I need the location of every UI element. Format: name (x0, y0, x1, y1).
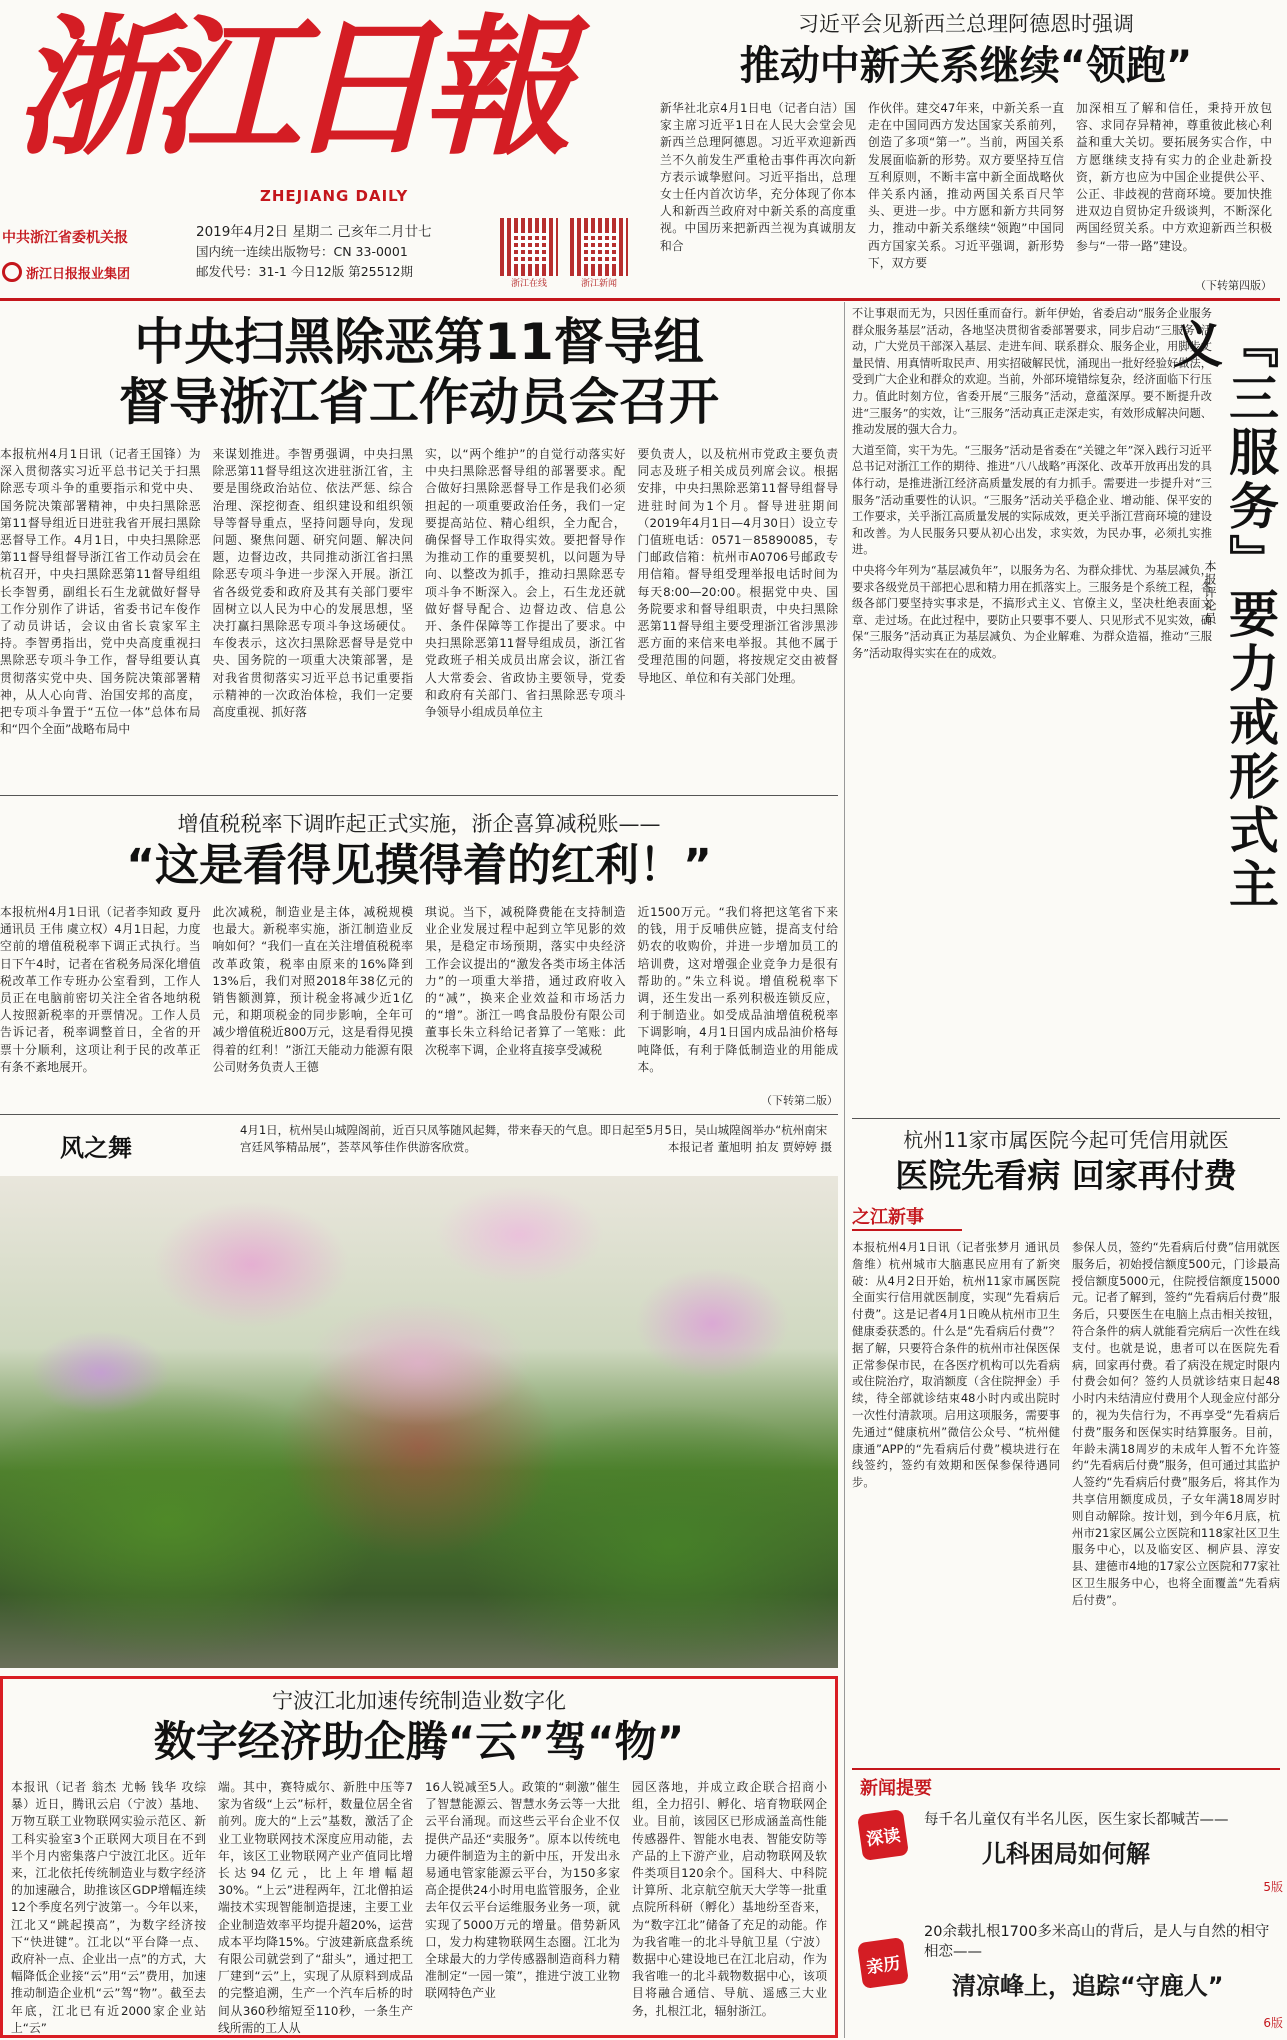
story3-col: 本报讯（记者 翁杰 尤畅 钱华 攻综暴）近日，腾讯云启（宁波）基地、万物互联工业物联网实验示范区、新工科实验室3个正联网大项目在不到半个月内密集落户宁波江北区。近年来，江北依托传统制造业与数字经济的加速融合，助推该区GDP增幅连续12个季度名列宁波第一。今年以来，江北又“跳起摸高”，为数字经济按下“快进键”。江北以“平台降一点、政府补一点、企业出一点”的方式，大幅降低企业接“云”用“云”费用，加速推动制造企业机“云”驾“物”。截至去年底，江北已有近2000家企业站上“云” (11, 1780, 206, 2035)
issn-line: 国内统一连续出版物号：CN 33-0001 (196, 244, 408, 259)
photo-caption (240, 1122, 832, 1156)
story3-headline: 数字经济助企腾“云”驾“物” (153, 1717, 685, 1766)
qr-caption: 浙江在线 (510, 279, 547, 289)
commentary-text (852, 306, 1212, 1106)
brief-item[interactable] (852, 1922, 1287, 2032)
news-briefs (852, 1772, 1283, 2038)
commentary-para: 不让事艰而无为，只因任重而奋行。新年伊始，省委启动“服务企业服务群众服务基层”活动，各地坚决贯彻省委部署要求，同步启动“三服务”活动，广大党员干部深入基层、走进车间、联系群众、服务企业，用脚步丈量民情、用真情听取民声、用实招破解民忧，涌现出一批好经验好做法，受到广大企业和群众的欢迎。当前，外部环境错综复杂，经济面临下行压力。值此时刻方位，省委开展“三服务”活动，意蕴深厚。要不断提升改进“三服务”的实效，让“三服务”活动真正走深走实，有效形成解决问题、推动发展的强大合力。 (852, 307, 1212, 437)
hospital-kicker: 杭州11家市属医院今起可凭信用就医 (903, 1128, 1229, 1152)
masthead-info (196, 222, 496, 288)
masthead-group-label: 浙江日报报业集团 (26, 266, 131, 282)
brief-line2: 清凉峰上，追踪“守鹿人” (952, 1972, 1224, 2000)
hospital-col: 本报杭州4月1日讯（记者张梦月 通讯员 詹维）杭州城市大脑惠民应用有了新突破：从4月2日开始，杭州11家市属医院全面实行信用就医制度，实现“先看病后付费”。这是记者4月1日晚从杭州市卫生健康委获悉的。什么是“先看病后付费”？据了解，只要符合条件的杭州市社保医保正常参保市民，在各医疗机构可以先看病或住院治疗，取消额度（含住院押金）手续，待全部就诊结束48小时内或出院时一次性付清款项。启用这项服务，需要事先通过“健康杭州”微信公众号、“杭州健康通”APP的“先看病后付费”模块进行在线签约，签约有效期和医保参保待遇同步。 (852, 1240, 1060, 1490)
masthead-party-label: 中共浙江省委机关报 (2, 230, 128, 246)
story2-headline: “这是看得见摸得着的红利！” (126, 840, 712, 891)
post-line: 邮发代号：31-1 今日12版 第25512期 (196, 264, 413, 279)
photo-kites-wushan (0, 1176, 838, 1668)
story2-col: 琪说。当下，减税降费能在支持制造业企业发展过程中起到立竿见影的效果，是稳定市场预期，落实中央经济工作会议提出的“激发各类市场主体活力”的一项重大举措，通过政府收入的“减”，换来企业效益和市场活力的“增”。浙江一鸣食品股份有限公司董事长朱立科给记者算了一笔账：此次税率下调，企业将直接享受减税 (425, 905, 626, 1057)
section-tag-zhijiang: 之江新事 (852, 1203, 962, 1231)
lead-col: 新华社北京4月1日电（记者白洁）国家主席习近平1日在人民大会堂会见新西兰总理阿德恩。习近平欢迎新西兰不久前发生严重枪击事件再次向新方表示诚挚慰问。习近平指出，总理女士任内首次访华，充分体现了你本人和新西兰政府对中新关系的高度重视。中国历来把新西兰视为真诚朋友和合 (660, 101, 856, 253)
qr-code-icon (500, 218, 558, 276)
section-rule (0, 795, 838, 796)
lead-col: 作伙伴。建交47年来，中新关系一直走在中国同西方发达国家关系前列，创造了多项“第一”。当前，两国关系发展面临新的形势。双方要坚持互信互利原则，不断丰富中新全面战略伙伴关系内涵，推动两国关系百尺竿头、更进一步。中方愿和新方共同努力，推动中新关系继续“领跑”中国同西方国家关系。习近平强调，新形势下，双方要 (868, 101, 1064, 270)
masthead-group (2, 262, 130, 282)
lead-headline: 推动中新关系继续“领跑” (739, 43, 1193, 89)
masthead-title: 浙江日報 (14, 0, 559, 176)
qr-code-icon (570, 218, 628, 276)
continued-note: （下转第二版） (761, 1094, 838, 1107)
story1-body (0, 446, 838, 766)
qr-codes (500, 218, 640, 296)
brief-line1: 20余载扎根1700多米高山的背后，是人与自然的相守相恋—— (924, 1924, 1270, 1960)
continued-note: （下转第四版） (1195, 279, 1272, 292)
story-tax-cut (0, 808, 838, 1108)
brief-page: 5版 (1263, 1880, 1283, 1894)
photo-caption-text: 4月1日，杭州吴山城隍阁前，近百只凤筝随风起舞，带来春天的气息。即日起至5月5日，吴山城隍阁举办“杭州南宋宫廷风筝精品展”，荟萃风筝佳作供游客欣赏。 (240, 1123, 828, 1154)
briefs-rule (852, 1768, 1280, 1770)
commentary-para: 中央将今年列为“基层减负年”，以服务为名、为群众排忧、为基层减负，要求各级党员干部把心思和精力用在抓落实上。三服务是个系统工程，各级各部门要坚持实事求是，不搞形式主义、官僚主义，坚决杜绝表面文章、走过场。在此过程中，要防止只要事不要人、只见形式不见实效，确保“三服务”活动真正为基层减负、为企业解难、为群众造福，推动“三服务”活动取得实实在在的成效。 (852, 563, 1212, 660)
hospital-col: 参保人员，签约“先看病后付费”信用就医服务后，初始授信额度500元，门诊最高授信额度5000元，住院授信额度15000元。记者了解到，签约“先看病后付费”服务后，只要医生在电脑上点击相关按钮，符合条件的病人就能看完病后一次性在线支付。也就是说，患者可以在医院先看病，回家再付费。看了病没在规定时限内付费会如何？签约人员就诊结束日起48小时内未结清应付费用个人现金应付部分的，视为失信行为，不再享受“先看病后付费”服务和医保实时结算服务。目前，年龄未满18周岁的未成年人暂不允许签约“先看病后付费”服务，但可通过其监护人签约“先看病后付费”服务后，将其作为共享信用额度成员，子女年满18周岁时则自动解除。按计划，到今年6月底，杭州市21家区属公立医院和118家社区卫生服务中心，以及临安区、桐庐县、淳安县、建德市4地的17家公立医院和77家社区卫生服务中心，也将全面覆盖“先看病后付费”。 (1072, 1240, 1280, 1607)
lead-story (660, 8, 1272, 293)
lead-body (660, 100, 1272, 276)
story1-col: 本报杭州4月1日讯（记者王国锋）为深入贯彻落实习近平总书记关于扫黑除恶专项斗争的重要指示和党中央、国务院决策部署精神，中央扫黑除恶第11督导组近日进驻我省开展扫黑除恶督导工作。4月1日，中央扫黑除恶第11督导组督导浙江省工作动员会在杭召开，中央扫黑除恶第11督导组组长李智勇，副组长石生龙就做好督导工作分别作了讲话，省委书记车俊作了动员讲话，会议由省长袁家军主持。李智勇指出，党中央高度重视扫黑除恶专项斗争工作，督导组要认真贯彻落实党中央、国务院决策部署精神，从人心向背、治国安邦的高度，把专项斗争置于“五位一体”总体布局和“四个全面”战略布局中 (0, 447, 201, 737)
story-sweep-black (0, 312, 838, 784)
qr-block-1 (500, 218, 558, 296)
commentary-byline: 本报评论员 (1203, 560, 1217, 625)
section-rule (0, 1114, 838, 1115)
story2-body (0, 904, 838, 1104)
section-rule (852, 1118, 1280, 1119)
briefs-header: 新闻提要 (860, 1778, 932, 1799)
story1-col: 要负责人，以及杭州市党政主要负责同志及班子相关成员列席会议。根据安排，中央扫黑除恶第11督导组督导进驻时间为1个月。督导进驻期间（2019年4月1日—4月30日）设立专门值班电话：0571－85890085，专门邮政信箱：杭州市A0706号邮政专用信箱。督导组受理举报电话时间为每天8:00—20:00。根据党中央、国务院要求和督导组职责，中央扫黑除恶第11督导组主要受理浙江省涉黑涉恶方面的来信来电举报。其他不属于受理范围的问题，将按规定交由被督导地区、单位和有关部门处理。 (637, 447, 838, 685)
story2-col: 此次减税，制造业是主体，减税规模也最大。新税率实施，浙江制造业反响如何？“我们一直在关注增值税税率改革政策，税率由原来的16%降到13%后，我们对照2018年38亿元的销售额测算，预计税金将减少近1亿元，和期项税金的同步影响，全年可减少增值税近800万元，这是看得见摸得着的红利！”浙江天能动力能源有限公司财务负责人王德 (212, 905, 413, 1074)
story2-kicker: 增值税税率下调昨起正式实施，浙企喜算减税账—— (177, 812, 661, 836)
date-line: 2019年4月2日 星期二 己亥年二月廿七 (196, 224, 432, 240)
story1-headline-line2: 督导浙江省工作动员会召开 (119, 373, 719, 431)
qr-caption: 浙江新闻 (580, 279, 617, 289)
story3-col: 端。其中，赛特威尔、新胜中压等7家为省级“上云”标杆，数量位居全省前列。庞大的“上云”基数，激活了企业工业物联网技术深度应用动能，去年，该区工业物联网产业产值同比增长达94亿元，比上年增幅超30%。“上云”进程两年，江北僧拍运端技术实现智能制造提速，主要工业企业制造效率平均提升超20%，运营成本平均降15%。宁波建新底盘系统有限公司就尝到了“甜头”，通过把工厂建到“云”上，实现了从原料到成品的完整追溯，生产一个汽车后桥的时间从360秒缩短至110秒，一条生产线所需的工人从 (218, 1780, 413, 2035)
story3-col: 园区落地，并成立政企联合招商小组，全力招引、孵化、培育物联网企业。目前，该园区已形成涵盖高性能传感器件、智能水电表、智能安防等产品的上下游产业，启动物联网及软件类项目120余个。国科大、中科院计算所、北京航空航天大学等一批重点院所科研（孵化）基地纷至沓来，为“数字江北”储备了充足的动能。作为我省唯一的北斗导航卫星（宁波）数据中心建设地已在江北启动，作为我省唯一的北斗载物数据中心，该项目将融合通信、导航、遥感三大业务，扎根江北，辐射浙江。 (632, 1780, 827, 2018)
story-credit-medical (852, 1124, 1280, 1764)
story3-body (11, 1779, 827, 2035)
brief-chip: 深读 (857, 1809, 909, 1861)
masthead-rule (0, 298, 1280, 301)
brief-chip: 亲历 (857, 1937, 909, 1989)
photo-header (0, 1122, 838, 1174)
lead-kicker: 习近平会见新西兰总理阿德恩时强调 (798, 12, 1134, 36)
commentary-body (852, 306, 1212, 1114)
photo-credit: 本报记者 董旭明 拍友 贾婷婷 摄 (667, 1140, 832, 1154)
qr-block-2 (570, 218, 628, 296)
newspaper-group-logo-icon (2, 262, 22, 282)
masthead-title-en: ZHEJIANG DAILY (260, 187, 409, 205)
brief-line1: 每千名儿童仅有半名儿医，医生家长都喊苦—— (924, 1812, 1229, 1828)
hospital-body (852, 1239, 1280, 1739)
commentary-headline: 『三服务』要力戒形式主义 (1165, 318, 1279, 912)
brief-item[interactable] (852, 1806, 1287, 1894)
story1-col: 来谋划推进。李智勇强调，中央扫黑除恶第11督导组这次进驻浙江省，主要是围绕政治站位、依法严惩、综合治理、深挖彻查、组织建设和组织领导等督导重点，坚持问题导向，发现问题、聚焦问题、研究问题、解决问题，边督边改，共同推动浙江省扫黑除恶专项斗争进一步深入开展。浙江省各级党委和政府及其有关部门要牢固树立以人民为中心的发展思想，坚决打赢扫黑除恶专项斗争这场硬仗。车俊表示，这次扫黑除恶督导是党中央、国务院的一项重大决策部署，是对我省贯彻落实习近平总书记重要指示精神的一次政治体检，我们一定要高度重视、抓好落 (212, 447, 413, 720)
column-divider (844, 302, 845, 2038)
story2-col: 本报杭州4月1日讯（记者李知政 夏丹 通讯员 王伟 虞立权）4月1日起，力度空前的增值税税率下调正式执行。当日下午4时，记者在省税务局深化增值税改革工作专班办公室看到，工作人员正在电脑前密切关注全省各地纳税人按照新税率的开票情况。工作人员告诉记者，税率调整首日，全省的开票十分顺利，这项让利于民的改革正有条不紊地展开。 (0, 905, 201, 1074)
story-jiangbei-digital (0, 1676, 838, 2038)
story2-col: 近1500万元。“我们将把这笔省下来的钱，用于反哺供应链，提高支付给奶农的收购价，并进一步增加员工的培训费，这对增强企业竞争力是很有帮助的。”朱立科说。增值税税率下调，还生发出一系列积极连锁反应，利于制造业。如受成品油增值税税率下调影响，4月1日国内成品油价格每吨降低，有利于降低制造业的用能成本。 (637, 905, 838, 1074)
story3-kicker: 宁波江北加速传统制造业数字化 (272, 1689, 566, 1713)
brief-line2: 儿科困局如何解 (982, 1840, 1150, 1868)
brief-page: 6版 (1263, 2016, 1283, 2030)
story3-col: 16人锐减至5人。政策的“刺激”催生了智慧能源云、智慧水务云等一大批云平台涌现。而这些云平台企业不仅提供产品还“卖服务”。原本以传统电力硬件制造为主的新中压，开发出永易通电管家能源云平台，为150多家高企提供24小时用电监管服务，企业去年仅云平台运维服务业务一项，就实现了5000万元的增量。借势新风口，发力构建物联网生态圈。江北为全球最大的力学传感器制造商科力精准制定“一园一策”，推进宁波工业物联网特色产业 (425, 1780, 620, 2001)
story1-headline-line1: 中央扫黑除恶第11督导组 (134, 313, 704, 371)
story1-col: 实，以“两个维护”的自觉行动落实好中央扫黑除恶督导组的部署要求。配合做好扫黑除恶督导工作是我们必须担起的一项重要政治任务，我们一定要提高站位、精心组织，全力配合，确保督导工作取得实效。要把督导作为推动工作的重要契机，以问题为导向、以整改为抓手，推动扫黑除恶专项斗争不断深入。会上，石生龙还就做好督导配合、边督边改、信息公开、条件保障等工作提出了要求。中央扫黑除恶第11督导组成员，浙江省党政班子相关成员出席会议，浙江省人大常委会、省政协主要领导，党委和政府有关部门、省扫黑除恶专项斗争领导小组成员单位主 (425, 447, 626, 720)
photo-section-title: 风之舞 (60, 1134, 132, 1162)
lead-col: 加深相互了解和信任，秉持开放包容、求同存异精神，尊重彼此核心利益和重大关切。要拓展务实合作，中方愿继续支持有实力的企业赴新投资，新方也应为中国企业提供公平、公正、非歧视的营商环境。要加快推进双边自贸协定升级谈判，不断深化两国经贸关系。中方欢迎新西兰积极参与“一带一路”建设。 (1076, 101, 1272, 253)
hospital-headline: 医院先看病 回家再付费 (895, 1156, 1237, 1195)
commentary-para: 大道至简，实干为先。“三服务”活动是省委在“关键之年”深入践行习近平总书记对浙江工作的期待、推进“八八战略”再深化、改革开放再出发的具体行动，是推进浙江经济高质量发展的有力抓手。需要进一步提升对“三服务”活动重要性的认识。“三服务”活动关乎稳企业、增动能、保平安的工作要求，关乎浙江高质量发展的实际成效，更关乎浙江营商环境的建设和改善。为人民服务只要从初心出发，求实效，为民办事，必须扎实推进。 (852, 443, 1212, 557)
